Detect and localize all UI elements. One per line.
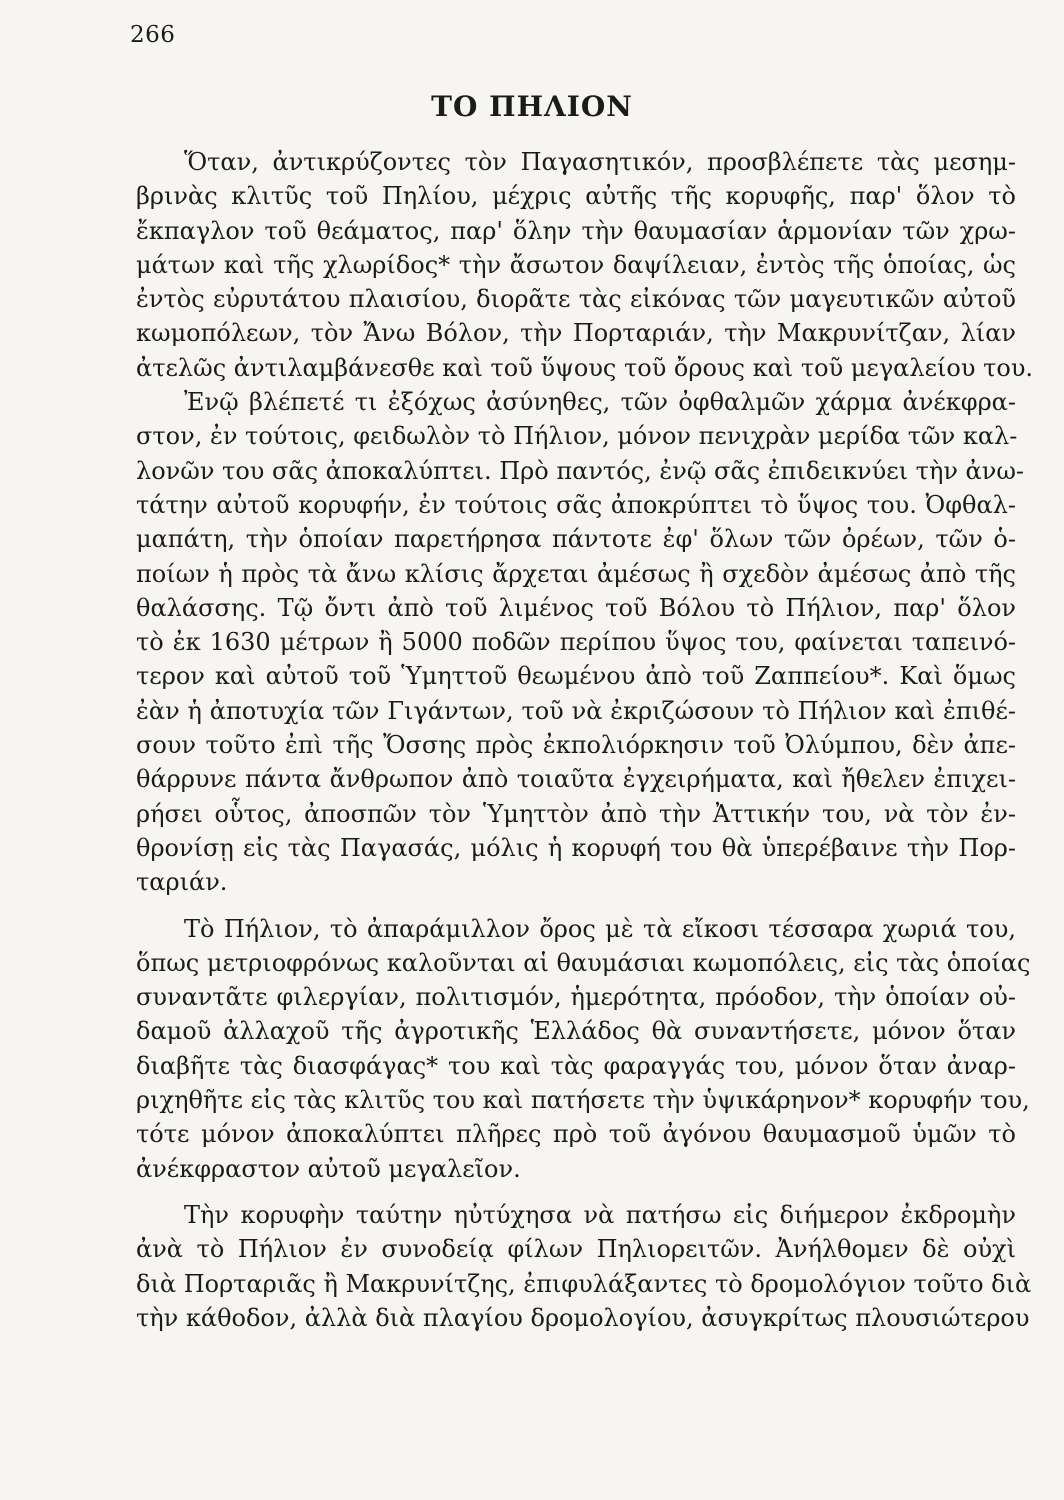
text-line: τάτην αὐτοῦ κορυφήν, ἐν τούτοις σᾶς ἀποκρύπτει τὸ ὕψος του. Ὀφθαλ- <box>136 490 1016 519</box>
text-line: δαμοῦ ἀλλαχοῦ τῆς ἀγροτικῆς Ἑλλάδος θὰ συναντήσετε, μόνον ὅταν <box>136 1017 1016 1046</box>
text-line: Τὸ Πήλιον, τὸ ἀπαράμιλλον ὄρος μὲ τὰ εἴκοσι τέσσαρα χωριά του, <box>184 914 1016 943</box>
text-line: συναντᾶτε φιλεργίαν, πολιτισμόν, ἡμερότητα, πρόοδον, τὴν ὁποίαν οὐ- <box>136 983 1016 1012</box>
text-line: ἀτελῶς ἀντιλαμβάνεσθε καὶ τοῦ ὕψους τοῦ ὄρους καὶ τοῦ μεγαλείου του. <box>136 353 1034 382</box>
text-line: ὅπως μετριοφρόνως καλοῦνται αἱ θαυμάσιαι κωμοπόλεις, εἰς τὰς ὁποίας <box>136 948 1031 977</box>
text-line: Τὴν κορυφὴν ταύτην ηὐτύχησα νὰ πατήσω εἰς διήμερον ἐκδρομὴν <box>184 1200 1016 1229</box>
text-line: ἐὰν ἡ ἀποτυχία τῶν Γιγάντων, τοῦ νὰ ἐκριζώσουν τὸ Πήλιον καὶ ἐπιθέ- <box>136 696 1016 725</box>
text-line: βρινὰς κλιτῦς τοῦ Πηλίου, μέχρις αὐτῆς τῆς κορυφῆς, παρ' ὅλον τὸ <box>136 182 1016 211</box>
text-line: θάρρυνε πάντα ἄνθρωπον ἀπὸ τοιαῦτα ἐγχειρήματα, καὶ ἤθελεν ἐπιχει- <box>136 765 1016 794</box>
text-line: ἐντὸς εὐρυτάτου πλαισίου, διορᾶτε τὰς εἰκόνας τῶν μαγευτικῶν αὐτοῦ <box>136 285 1016 314</box>
text-line: ἔκπαγλον τοῦ θεάματος, παρ' ὅλην τὴν θαυμασίαν ἁρμονίαν τῶν χρω- <box>136 216 1016 245</box>
text-line: μαπάτη, τὴν ὁποίαν παρετήρησα πάντοτε ἐφ' ὅλων τῶν ὀρέων, τῶν ὁ- <box>136 525 1016 554</box>
chapter-title: ΤΟ ΠΗΛΙΟΝ <box>431 90 633 123</box>
text-line: διὰ Πορταριᾶς ἢ Μακρυνίτζης, ἐπιφυλάξαντες τὸ δρομολόγιον τοῦτο διὰ <box>136 1269 1032 1298</box>
text-line: ποίων ἡ πρὸς τὰ ἄνω κλίσις ἄρχεται ἀμέσως ἢ σχεδὸν ἀμέσως ἀπὸ τῆς <box>136 559 1016 588</box>
paragraph-3 <box>136 1198 1032 1335</box>
text-line: διαβῆτε τὰς διασφάγας* του καὶ τὰς φαραγγάς του, μόνον ὅταν ἀναρ- <box>136 1051 1016 1080</box>
text-line: τὸ ἐκ 1630 μέτρων ἢ 5000 ποδῶν περίπου ὕψος του, φαίνεται ταπεινό- <box>136 628 1016 657</box>
text-line: ρήσει οὗτος, ἀποσπῶν τὸν Ὑμηττὸν ἀπὸ τὴν Ἀττικήν του, νὰ τὸν ἐν- <box>136 799 1016 828</box>
text-line: Ὅταν, ἀντικρύζοντες τὸν Παγασητικόν, προσβλέπετε τὰς μεσημ- <box>184 148 1016 176</box>
text-line: τερον καὶ αὐτοῦ τοῦ Ὑμηττοῦ θεωμένου ἀπὸ τοῦ Ζαππείου*. Καὶ ὅμως <box>136 662 1016 691</box>
text-line: τὴν κάθοδον, ἀλλὰ διὰ πλαγίου δρομολογίου, ἀσυγκρίτως πλουσιώτερου <box>136 1303 1030 1332</box>
paragraph-1 <box>136 145 1034 900</box>
paragraph-2 <box>136 912 1031 1186</box>
text-line: τότε μόνον ἀποκαλύπτει πλῆρες πρὸ τοῦ ἀγόνου θαυμασμοῦ ὑμῶν τὸ <box>136 1120 1016 1149</box>
text-line: κωμοπόλεων, τὸν Ἄνω Βόλον, τὴν Πορταριάν, τὴν Μακρυνίτζαν, λίαν <box>136 319 1016 348</box>
text-line: ἀνέκφραστον αὐτοῦ μεγαλεῖον. <box>136 1154 521 1183</box>
text-line: λονῶν του σᾶς ἀποκαλύπτει. Πρὸ παντός, ἐνῷ σᾶς ἐπιδεικνύει τὴν ἀνω- <box>136 456 1025 485</box>
text-line: ριχηθῆτε εἰς τὰς κλιτῦς του καὶ πατήσετε τὴν ὑψικάρηνον* κορυφήν του, <box>136 1086 1030 1115</box>
text-line: Ἐνῷ βλέπετέ τι ἐξόχως ἀσύνηθες, τῶν ὀφθαλμῶν χάρμα ἀνέκφρα- <box>184 388 1016 417</box>
text-line: ταριάν. <box>136 868 228 897</box>
body-text <box>136 145 1034 1335</box>
text-line: στον, ἐν τούτοις, φειδωλὸν τὸ Πήλιον, μόνον πενιχρὰν μερίδα τῶν καλ- <box>136 422 1018 451</box>
text-line: μάτων καὶ τῆς χλωρίδος* τὴν ἄσωτον δαψίλειαν, ἐντὸς τῆς ὁποίας, ὡς <box>136 250 1016 279</box>
page-number: 266 <box>130 22 176 48</box>
text-line: σουν τοῦτο ἐπὶ τῆς Ὄσσης πρὸς ἐκπολιόρκησιν τοῦ Ὀλύμπου, δὲν ἀπε- <box>136 731 1016 760</box>
text-line: θαλάσσης. Τῷ ὄντι ἀπὸ τοῦ λιμένος τοῦ Βόλου τὸ Πήλιον, παρ' ὅλον <box>136 593 1016 622</box>
text-line: ἀνὰ τὸ Πήλιον ἐν συνοδείᾳ φίλων Πηλιορειτῶν. Ἀνήλθομεν δὲ οὐχὶ <box>136 1235 1016 1264</box>
text-line: θρονίσῃ εἰς τὰς Παγασάς, μόλις ἡ κορυφή του θὰ ὑπερέβαινε τὴν Πορ- <box>136 833 1016 862</box>
